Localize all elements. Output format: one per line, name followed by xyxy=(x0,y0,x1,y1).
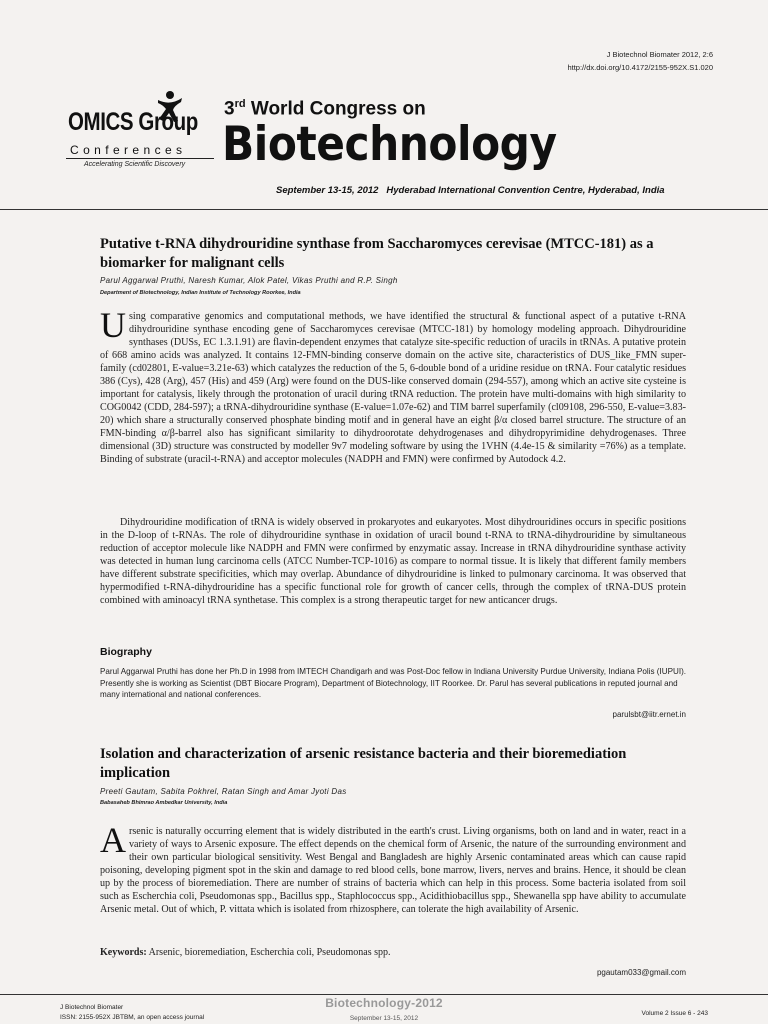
abstract-2-authors: Preeti Gautam, Sabita Pokhrel, Ratan Singh and Amar Jyoti Das xyxy=(100,787,347,796)
event-dates: September 13-15, 2012 xyxy=(276,185,379,196)
abstract-1-authors: Parul Aggarwal Pruthi, Naresh Kumar, Alok Patel, Vikas Pruthi and R.P. Singh xyxy=(100,276,398,285)
footer-journal: J Biotechnol Biomater xyxy=(60,1004,124,1011)
congress-title-text: World Congress on xyxy=(245,98,426,120)
abstract-1-affiliation: Department of Biotechnology, Indian Institute of Technology Roorkee, India xyxy=(100,290,301,296)
abstract-2-paragraph-1 xyxy=(100,820,686,916)
citation-doi-link[interactable]: http://dx.doi.org/10.4172/2155-952X.S1.020 xyxy=(567,63,713,72)
abstract-1-paragraph-2: Dihydrouridine modification of tRNA is widely observed in prokaryotes and eukaryotes. Most dihydrouridines occurs in specific positions in the D-loop of t-RNAs. The role of dihydrouridine synthase in oxidation of uracil bound t-RNA to tRNA-dihydrouridine by simultaneous reduction of acceptor molecule like NADPH and FMN were confirmed by enzymatic assay. Increase in tRNA dihydrouridine synthase activity was detected in human lung carcinoma cells (ATCC Number-TCP-1016) as compare to normal tissue. It is likely that different family members have different substrate specificities, which may overlap. Abundance of dihydrouridine is linked to pulmonary carcinoma. It was observed that hypermodified t-RNA-dihydrouridine has a specific functional role for growth of cancer cells, through the complex of tRNA-DUS protein combined with aminoacyl tRNA synthetase. This complex is a strong therapeutic target for new anticancer drugs. xyxy=(100,517,686,606)
header-divider xyxy=(0,209,768,210)
citation-block xyxy=(567,48,713,74)
abstract-2-paragraph-1-text: rsenic is naturally occurring element that is widely distributed in the earth's crust. Living organisms, both on land and in water, react in a variety of ways to Arsenic exposure. The effect depends on the chemical form of Arsenic, the nature of the surrounding environment and their own particular biological sensitivity. West Bengal and Bangladesh are highly Arsenic contaminated areas which can cause rapid poisoning, developing pigment spot in the skin and damage to red blood cells, bone marrow, livers, nerves and brains. Hence, it should be clean up by the process of bioremediation. There are number of strains of bacteria which can help in this process. Some bacteria isolated from soil such as Escherchia coli, Pseudomonas spp., Bacillus spp., Staphlococcus spp., Acidithiobacillus spp., Shewanella spp have ability to accumulate Arsenic metal. Out of which, P. vittata which is isolated from rhizosphere, can tolerate the high availability of Arsenic. xyxy=(100,826,686,915)
event-venue: Hyderabad International Convention Centre, Hyderabad, India xyxy=(386,185,665,196)
abstract-2-email[interactable]: pgautam033@gmail.com xyxy=(596,968,686,977)
logo-tagline: Accelerating Scientific Discovery xyxy=(84,161,186,168)
omics-group-logo xyxy=(66,90,226,175)
footer-journal-info xyxy=(60,1003,204,1023)
congress-subject: Biotechnology xyxy=(222,117,557,172)
abstract-1-paragraph-1-text: sing comparative genomics and computational methods, we have identified the structural & functional aspect of a putative t-RNA dihydrouridine synthase encoding gene of Saccharomyces cerevisae (MTCC-181) by homology modeling approach. Dihydrouridine synthases (DUSs, EC 1.3.1.91) are flavin-dependent enzymes that catalyze site-specific reduction of uracils in tRNAs. A putative protein of 668 amino acids was analyzed. It contains 12-FMN-binding conserve domain on the active site, characteristics of DUS_like_FMN super-family (cd02801, E-value=3.21e-63) which catalyzes the reduction of the 5, 6-double bond of a uridine residue on tRNA. Four catalytic residues 386 (Cys), 428 (Arg), 457 (His) and 459 (Arg) were found on the DUS-like conserved domain (294-557), among which an active site cysteine is important for catalysis, likely through the protonation of uracil during tRNA reduction. The protein have multi-domains with high similarity to COG0042 (CDD, 284-597); a tRNA-dihydrouridine synthase (E-value=1.07e-62) and TIM barrel superfamily (cl09108, 296-550, E-value=3.83-20) which share a structurally conserved phosphate binding motif and in general have an eight β/α closed barrel structure. The structure of an FMN-binding α/β-barrel also has significant similarity to dihydroorotate dehydrogenases and dihydropyrimidine dehydrogenases. Three dimensional (3D) structure was constructed by modeller 9v7 modeling software by using the 1VHN (4.4e-15 & similarity =76%) as a template. Binding of substrate (uracil-t-RNA) and acceptor molecules (NADPH and FMN) were confirmed by Autodock 4.2. xyxy=(100,311,686,465)
biography-heading: Biography xyxy=(100,646,152,658)
footer-issn: ISSN: 2155-952X JBTBM, an open access journal xyxy=(60,1014,205,1021)
logo-wordmark: OMICS Group xyxy=(68,108,198,136)
abstract-2-keywords xyxy=(100,947,391,958)
footer-conference-title: Biotechnology-2012 xyxy=(325,996,443,1010)
abstract-2-title: Isolation and characterization of arsenic resistance bacteria and their bioremediation implication xyxy=(100,746,627,781)
biography-text: Parul Aggarwal Pruthi has done her Ph.D in 1998 from IMTECH Chandigarh and was Post-Doc fellow in Indiana University Purdue University, Indiana Polis (IUPUI). Presently she is working as Scientist (DBT Biocare Program), Department of Biotechnology, IIT Roorkee. Dr. Parul has several publications in reputed journal and many international and national conferences. xyxy=(100,667,687,699)
footer-volume: Volume 2 Issue 6 - 243 xyxy=(641,1010,708,1017)
keywords-label: Keywords: xyxy=(100,947,147,958)
footer-conference-date: September 13-15, 2012 xyxy=(349,1015,419,1022)
footer-divider xyxy=(0,994,768,995)
abstract-2-affiliation: Babasaheb Bhimrao Ambedkar University, India xyxy=(100,800,228,806)
footer-conference xyxy=(320,996,448,1022)
abstract-1-email[interactable]: parulsbt@iitr.ernet.in xyxy=(612,710,686,719)
abstract-2-dropcap: A xyxy=(100,820,126,860)
keywords-list: Arsenic, bioremediation, Escherchia coli, Pseudomonas spp. xyxy=(146,947,391,958)
citation-journal: J Biotechnol Biomater 2012, 2:6 xyxy=(606,50,713,59)
congress-ordinal: 3 xyxy=(224,98,235,120)
abstract-1-dropcap: U xyxy=(100,305,126,345)
logo-conferences-label: Conferences xyxy=(70,143,187,157)
abstract-1-title: Putative t-RNA dihydrouridine synthase from Saccharomyces cerevisae (MTCC-181) as a biomarker for malignant cells xyxy=(100,236,654,271)
event-dateline xyxy=(276,185,665,196)
abstract-1-paragraph-1 xyxy=(100,305,686,466)
congress-ordinal-suffix: rd xyxy=(234,98,246,110)
logo-divider xyxy=(66,158,214,159)
